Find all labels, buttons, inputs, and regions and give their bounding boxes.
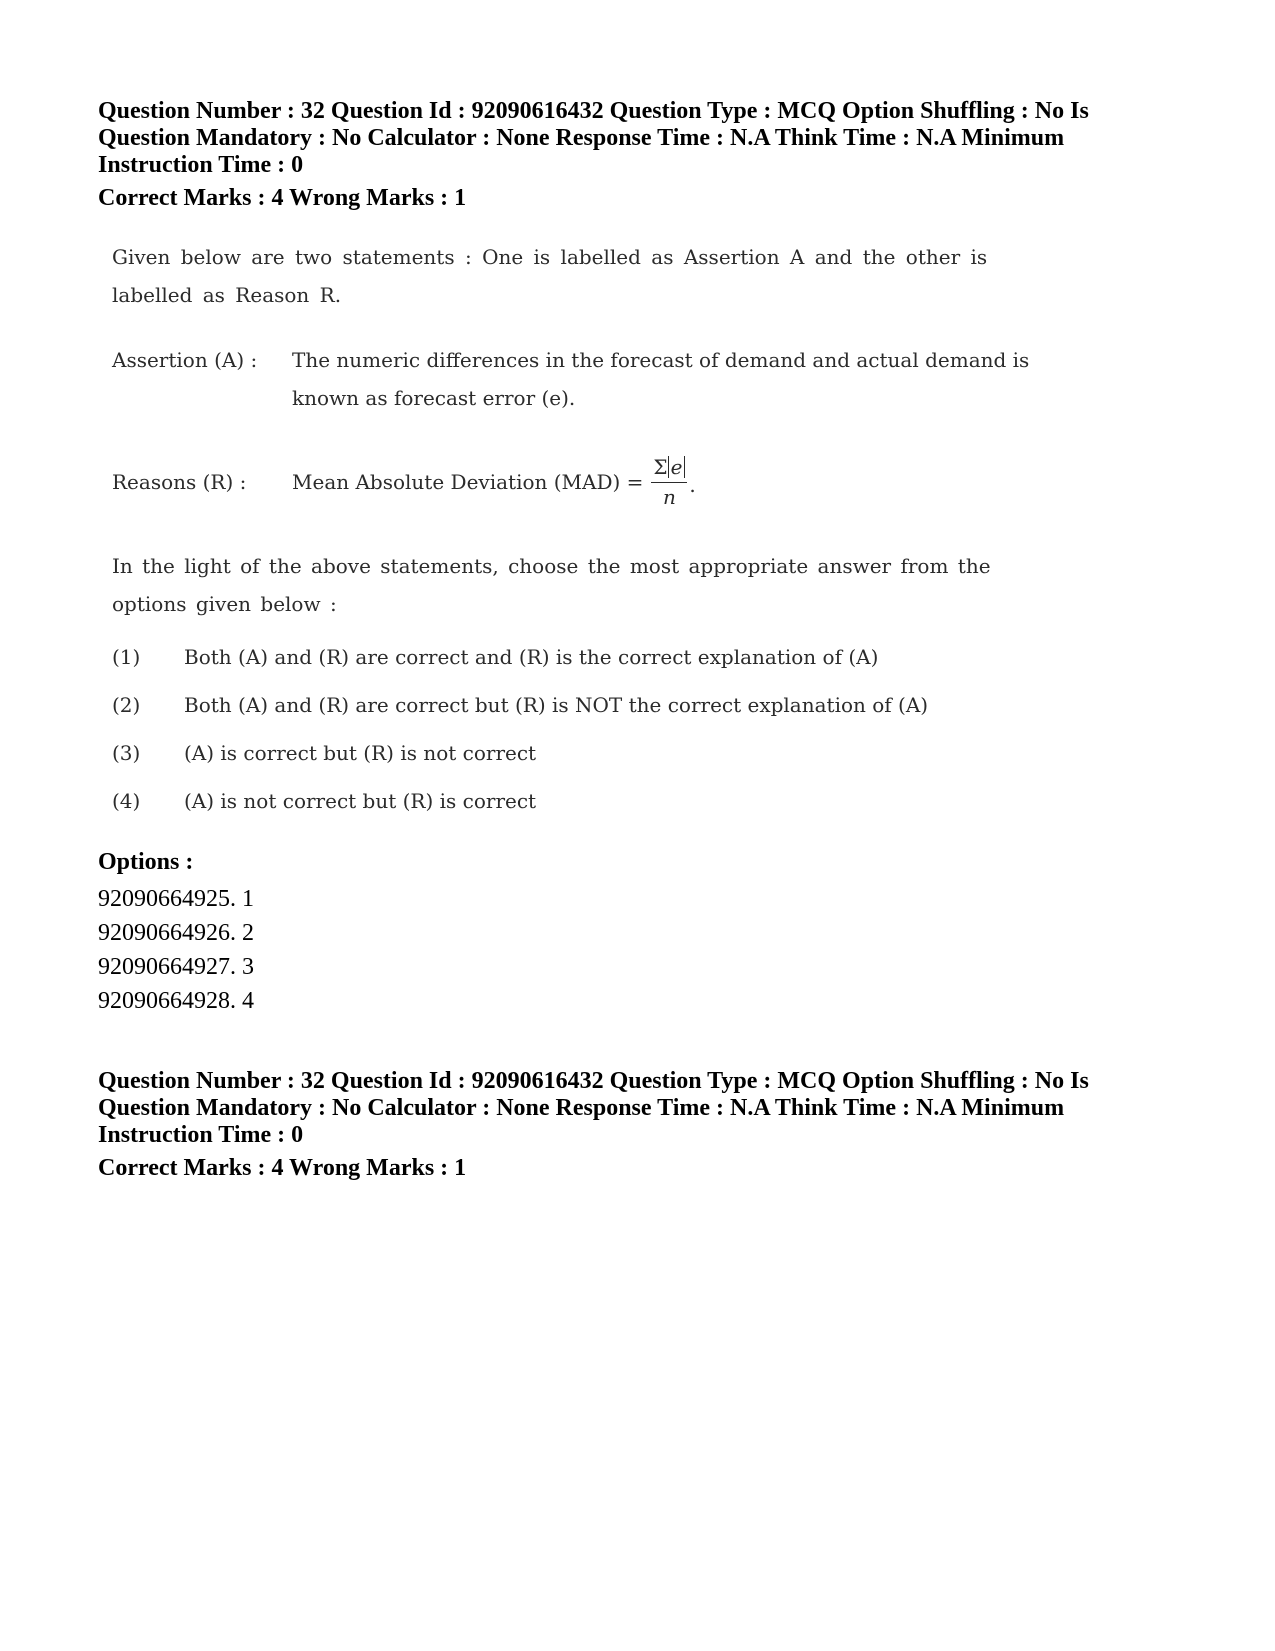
choice-text: Both (A) and (R) are correct but (R) is NOT the correct explanation of (A) [184, 693, 929, 717]
marks-line: Correct Marks : 4 Wrong Marks : 1 [98, 185, 467, 211]
choice-number: (2) [112, 693, 141, 717]
reason-body [292, 454, 1072, 511]
option-item: 92090664925. 1 [98, 886, 254, 912]
question-instruction: In the light of the above statements, choose the most appropriate answer from the options given below : [112, 554, 991, 616]
sigma-symbol: Σ [653, 454, 668, 479]
answer-choices [112, 645, 1072, 813]
question-intro: Given below are two statements : One is labelled as Assertion A and the other is labelled as Reason R. [112, 245, 988, 307]
option-item: 92090664926. 2 [98, 920, 254, 946]
meta-line-1: Question Number : 32 Question Id : 92090616432 Question Type : MCQ Option Shuffling : No Is [98, 98, 1089, 124]
choice-number: (4) [112, 789, 141, 813]
choice-item [112, 789, 1072, 813]
marks-line: Correct Marks : 4 Wrong Marks : 1 [98, 1155, 467, 1181]
reason-label: Reasons (R) : [112, 470, 247, 494]
meta-line-2: Question Mandatory : No Calculator : None Response Time : N.A Think Time : N.A Minimum [98, 125, 1065, 151]
formula-period: . [689, 473, 696, 497]
reason-text: Mean Absolute Deviation (MAD) = [292, 470, 644, 494]
options-title: Options : [98, 849, 194, 875]
option-item: 92090664928. 4 [98, 988, 254, 1014]
assertion-label: Assertion (A) : [112, 348, 258, 372]
assertion-text: The numeric differences in the forecast of demand and actual demand is known as forecast error (e). [292, 348, 1030, 410]
choice-item [112, 741, 1072, 765]
meta-line-1: Question Number : 32 Question Id : 92090616432 Question Type : MCQ Option Shuffling : No Is [98, 1068, 1089, 1094]
meta-line-3: Instruction Time : 0 [98, 152, 304, 178]
mad-formula [651, 454, 687, 511]
question-meta-footer [98, 1068, 1178, 1182]
absolute-error: e [668, 456, 686, 478]
choice-number: (1) [112, 645, 141, 669]
meta-line-3: Instruction Time : 0 [98, 1122, 304, 1148]
option-item: 92090664927. 3 [98, 954, 254, 980]
question-body [112, 238, 1072, 837]
choice-text: (A) is not correct but (R) is correct [184, 789, 537, 813]
reason-statement [112, 447, 1072, 517]
choice-text: (A) is correct but (R) is not correct [184, 741, 537, 765]
options-list [98, 848, 254, 1018]
assertion-statement [112, 341, 1072, 417]
formula-denominator: n [662, 484, 676, 509]
meta-line-2: Question Mandatory : No Calculator : None Response Time : N.A Think Time : N.A Minimum [98, 1095, 1065, 1121]
formula-numerator [651, 454, 687, 483]
choice-item [112, 645, 1072, 669]
choice-number: (3) [112, 741, 141, 765]
choice-item [112, 693, 1072, 717]
choice-text: Both (A) and (R) are correct and (R) is the correct explanation of (A) [184, 645, 879, 669]
question-meta-header [98, 98, 1178, 212]
